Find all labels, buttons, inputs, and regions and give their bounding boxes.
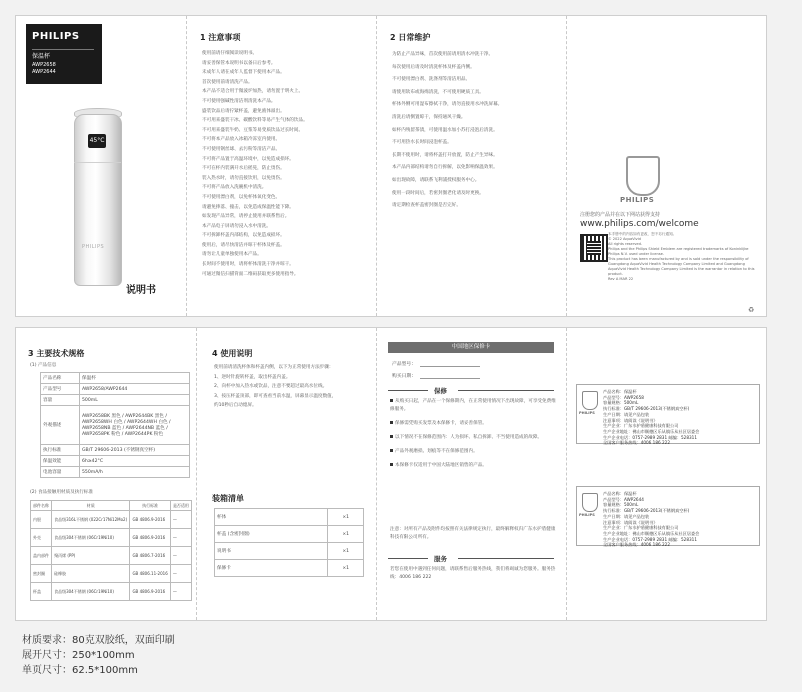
safety-line: 不可将本产品放入冰箱冷冻室内使用。 — [202, 137, 281, 143]
care-line: 为防止产品异味，首次使用前请用清水冲洗干净。 — [392, 52, 494, 57]
label-line: 生产企业：广东水护盾健康科技有限公司 — [603, 525, 679, 531]
safety-line: 不可用来盛装干冰、碳酸饮料等易产生气体的饮品。 — [202, 118, 308, 124]
fine-print — [608, 232, 758, 282]
brand-box — [26, 24, 102, 84]
care-line: 如杯内残留茶渍，可使用温水加小苏打浸泡后清洗。 — [392, 127, 498, 133]
label-line: 产品名称：保温杯 — [603, 389, 637, 394]
care-panel — [376, 16, 567, 316]
material-table — [30, 500, 192, 601]
product-label — [576, 384, 760, 444]
bullet-icon — [390, 449, 393, 452]
bullet-icon — [390, 435, 393, 438]
page-size: 单页尺寸：62.5*100mm — [22, 665, 138, 676]
usage-line: 1、逆时针旋转杯盖，取出杯盖内盖。 — [214, 374, 291, 380]
model-number: AWP2658 — [32, 62, 56, 68]
label-line: 产品型号：AWP2658 — [603, 394, 644, 400]
recycle-icon: ♻ — [748, 306, 755, 314]
divider — [458, 558, 554, 559]
safety-line: 装入热水时，请勿直接饮用，以免烫伤。 — [202, 175, 285, 181]
safety-line: 不可使用钢丝球、去污粉等清洁产品。 — [202, 146, 281, 152]
safety-line: 不可用来盛装牛奶、豆浆等易变质饮品过长时间。 — [202, 127, 304, 133]
label-line: 生产企业：广东水护盾健康科技有限公司 — [603, 423, 679, 429]
philips-shield-icon — [582, 493, 598, 512]
care-line: 不可使用漂白剂、洗涤剂等清洁用品。 — [392, 77, 471, 83]
bullet-icon — [390, 421, 393, 424]
usage-line: 使用前请清洗杯体和杯盖内侧，以下为正常使用方法步骤： — [214, 365, 334, 370]
brand-logo: PHILIPS — [620, 196, 655, 204]
table-row: 产品型号 AWP2658/AWP2644 — [41, 384, 190, 395]
safety-panel — [186, 16, 377, 316]
label-line: 产品名称：保温杯 — [603, 491, 637, 496]
label-line: 容量规格：500mL — [603, 502, 639, 508]
safety-line: 不可拆卸杯盖内部结构，以免造成损坏。 — [202, 233, 285, 239]
bottle-seam — [74, 162, 121, 163]
table-row: 外观描述 AWP2658BK 黑色 / AWP2644BK 黑色 / AWP2658WH 白色 / AWP2644WH 白色 / AWP2658NB 蓝色 / AWP2644NB 蓝色 / AWP2658PK 粉色 / AWP2644PK 粉色 — [41, 406, 190, 445]
safety-line: 盛装饮品后请拧紧杯盖，避免液体溢出。 — [202, 108, 285, 114]
care-line: 每次使用后请及时清洗杯体及杯盖内侧。 — [392, 64, 475, 70]
date-field[interactable] — [420, 378, 480, 379]
sub-title: (1) 产品信息 — [30, 363, 57, 368]
print-specs — [22, 633, 175, 678]
table-row: 保温效能 6h≥42°C — [41, 456, 190, 467]
fine-print-line: All rights reserved. — [608, 242, 642, 246]
safety-line: 使用前请仔细阅读说明书。 — [202, 51, 258, 56]
support-url[interactable]: www.philips.com/welcome — [580, 219, 699, 229]
table-row: 电池容量 550mA/h — [41, 467, 190, 478]
product-name: 保温杯 — [32, 53, 51, 60]
temperature-display: 45°C — [88, 134, 106, 148]
label-line: 生产企业电话：0757-2989 2831 邮编：528311 — [603, 434, 698, 440]
care-line: 清洗后请倒置晾干，保持通风干燥。 — [392, 114, 466, 120]
support-text: 注册您的产品并在以下网站获得支持 — [580, 212, 661, 218]
warranty-bullet: 以下情况不在保修范围内：人为损坏、私自拆卸、不当使用造成的故障。 — [390, 434, 556, 442]
safety-line: 不可将产品置于高温环境中，以免造成损坏。 — [202, 156, 294, 162]
label-line: 注意事项：请阅读《说明书》 — [603, 519, 658, 525]
sub-title: (2) 食品接触用材质及执行标准 — [30, 490, 94, 495]
label-line: 全国客户服务热线：4006 186 222 — [603, 542, 670, 548]
table-row: 容量 500mL — [41, 395, 190, 406]
usage-line: 3、按压杯盖顶部，即可查看当前水温，屏幕显示温度数值， — [214, 393, 337, 399]
safety-line: 本产品不适合用于微波炉加热，请勿置于明火上。 — [202, 89, 304, 95]
warranty-text — [390, 398, 556, 476]
material-spec: 材质要求：80克双胶纸，双面印刷 — [22, 635, 175, 646]
fine-print-line: © 2022 AquaVivid — [608, 237, 641, 241]
table-row: 外壳 食品级304不锈钢 (06Cr19Ni10) GB 4806.9-2016 — — [31, 529, 192, 547]
label-line: 生产企业电话：0757-2989 2831 邮编：528311 — [603, 536, 698, 542]
safety-line: 不可使用漂白剂，以免杯体氧化变色。 — [202, 194, 281, 200]
section-heading: 保修 — [434, 387, 447, 395]
bottle-brand: PHILIPS — [82, 244, 105, 250]
section-title: 1 注意事项 — [200, 33, 241, 42]
brand-logo: PHILIPS — [32, 31, 80, 42]
safety-line: 请勿让儿童单独使用本产品。 — [202, 252, 262, 258]
packing-table — [214, 508, 364, 577]
divider — [458, 390, 554, 391]
table-header-row: 部件名称 材质 执行标准 是否适用 — [31, 501, 192, 511]
label-line: 生产日期：请见产品包装 — [603, 513, 650, 519]
section-title: 2 日常维护 — [390, 33, 431, 42]
care-text — [392, 49, 502, 213]
label-line: 生产日期：请见产品包装 — [603, 411, 650, 417]
usage-line: 约10秒后自动熄屏。 — [214, 403, 257, 409]
specs-panel — [16, 328, 197, 620]
care-line: 请定期检查杯盖密封圈是否完好。 — [392, 203, 461, 209]
table-row: 杯盖 食品级304不锈钢 (06Cr19Ni10) GB 4806.9-2016 — — [31, 583, 192, 601]
table-row: 内胆 食品级316L不锈钢 (022Cr17Ni12Mo2) GB 4806.9-2016 — — [31, 511, 192, 529]
labels-panel — [566, 328, 766, 620]
brand-logo: PHILIPS — [579, 513, 595, 517]
sheet-front — [15, 15, 767, 317]
warranty-bullet: 从购买日起，产品在一个保修期内，在正常使用情况下出现故障，可享受免费维修服务。 — [390, 399, 556, 412]
label-line: 注意事项：请阅读《说明书》 — [603, 417, 658, 423]
label-line: 产品型号：AWP2644 — [603, 496, 644, 502]
section-title: 4 使用说明 — [212, 349, 253, 358]
care-line: 使用一段时间后，若密封圈老化请及时更换。 — [392, 190, 484, 196]
label-line: 执行标准：GB/T 29606-2013(不锈钢真空杯) — [603, 508, 690, 514]
fine-print-line: This product has been manufactured by and is sold under the responsibility of Guangdong AquaVivid Health Technology Company Limited and Guangdong AquaVivid Health Technology Company Limited is the warrantor in relation to this product. — [608, 257, 755, 276]
service-text: 若您在使用中遇到任何问题，请联系售后服务热线，我们将竭诚为您服务。服务热线：4006 186 222 — [390, 567, 556, 580]
section-heading: 服务 — [434, 555, 447, 563]
table-row: 产品名称 保温杯 — [41, 373, 190, 384]
table-row: 杯盖 (含密封圈) ×1 — [215, 526, 364, 543]
qr-code-icon — [580, 234, 608, 262]
unfolded-size: 展开尺寸：250*100mm — [22, 650, 135, 661]
table-row: 执行标准 GB/T 29606-2013 (不锈钢真空杯) — [41, 445, 190, 456]
bullet-icon — [390, 399, 393, 402]
warranty-note: 注意：对所有产品及附件均按照有关法律规定执行，最终解释权归广东水护盾健康科技有限公司所有。 — [390, 527, 556, 540]
warranty-bullet: 产品外观磨损、划痕等不在保修范围内。 — [390, 448, 556, 456]
product-label — [576, 486, 760, 546]
label-text — [603, 389, 699, 446]
bullet-icon — [390, 463, 393, 466]
label-line: 执行标准：GB/T 29606-2013(不锈钢真空杯) — [603, 406, 690, 412]
safety-line: 不可将产品放入洗碗机中清洗。 — [202, 185, 267, 191]
table-row: 说明书 ×1 — [215, 543, 364, 560]
care-line: 长期不使用时，请将杯盖打开放置，防止产生异味。 — [392, 152, 498, 158]
fine-print-line: 本手册中的内容如有更改，恕不另行通知。 — [608, 232, 677, 236]
section-title: 装箱清单 — [212, 494, 244, 503]
usage-text — [214, 363, 336, 411]
usage-line: 2、向杯中加入热水或饮品，注意不要超过最高水位线。 — [214, 384, 328, 390]
warranty-panel — [376, 328, 567, 620]
brand-logo: PHILIPS — [579, 411, 595, 415]
booklet-title: 说明书 — [126, 285, 156, 296]
warranty-bullet: 本保修卡仅适用于中国大陆地区销售的产品。 — [390, 462, 556, 470]
care-line: 不可用热水长时间浸泡杯盖。 — [392, 140, 452, 146]
divider — [32, 49, 94, 50]
safety-line: 首次使用前请清洗产品。 — [202, 79, 253, 85]
back-cover-panel — [566, 16, 766, 316]
table-row: 杯体 ×1 — [215, 509, 364, 526]
safety-line: 请妥善保管本说明书以备日后参考。 — [202, 60, 276, 66]
safety-line: 本产品电子屏请勿浸入水中清洗。 — [202, 223, 271, 229]
model-field-label: 产品型号： — [392, 362, 416, 367]
label-text — [603, 491, 699, 548]
table-row: 盖内部件 聚丙烯 (PP) GB 4806.7-2016 — — [31, 547, 192, 565]
warranty-title: 中国地区保修卡 — [388, 342, 554, 353]
usage-panel — [196, 328, 377, 620]
fine-print-line: Rev A MAR 22 — [608, 277, 634, 281]
safety-line: 请避免摔落、撞击，以免造成保温性能下降。 — [202, 204, 294, 210]
safety-line: 长时间不使用时，请将杯体清洗干净并晾干。 — [202, 262, 294, 268]
safety-line: 不可使用强碱性清洁剂清洗本产品。 — [202, 98, 276, 104]
model-field[interactable] — [420, 366, 480, 367]
warranty-bullet: 保修需凭购买发票及本保修卡，请妥善保管。 — [390, 420, 556, 428]
model-number: AWP2644 — [32, 69, 56, 75]
care-line: 本产品内部结构请勿自行拆解，以免影响保温效果。 — [392, 165, 498, 171]
care-line: 如出现故障，请联系飞利浦授权服务中心。 — [392, 177, 480, 183]
fine-print-line: Philips and the Philips Shield Emblem are registered trademarks of Koninklijke Philips N.V. used under license. — [608, 247, 749, 256]
care-line: 杯体外侧可用湿布擦拭干净，请勿直接用水冲洗屏幕。 — [392, 102, 503, 108]
label-line: 生产企业地址：佛山市顺德区乐从镇乐从社区居委会 — [603, 428, 700, 434]
sheet-back — [15, 327, 767, 621]
safety-line: 如发现产品异常，请停止使用并联系售后。 — [202, 214, 290, 220]
care-line: 请使用软布或海绵清洗，不可使用硬质工具。 — [392, 89, 484, 95]
label-line: 生产企业地址：佛山市顺德区乐从镇乐从社区居委会 — [603, 530, 700, 536]
divider — [388, 390, 428, 391]
divider — [388, 558, 428, 559]
table-row: 密封圈 硅橡胶 GB 4806.11-2016 — — [31, 565, 192, 583]
safety-text — [202, 49, 308, 279]
philips-shield-icon — [626, 156, 660, 196]
safety-line: 使用后，请尽快清洁并晾干杯体及杯盖。 — [202, 242, 285, 248]
cover-panel — [16, 16, 187, 316]
safety-line: 可通过微信扫描背面二维码获取更多使用指导。 — [202, 271, 299, 277]
table-row: 保修卡 ×1 — [215, 560, 364, 577]
safety-line: 未成年人请在成年人监督下使用本产品。 — [202, 70, 285, 76]
safety-line: 不可在杯内装满开水后摇晃，防止烫伤。 — [202, 166, 285, 172]
spec-table — [40, 372, 190, 478]
date-field-label: 购买日期： — [392, 374, 416, 379]
section-title: 3 主要技术规格 — [28, 349, 85, 358]
label-line: 全国客户服务热线：4006 186 222 — [603, 440, 670, 446]
label-line: 容量规格：500mL — [603, 400, 639, 406]
philips-shield-icon — [582, 391, 598, 410]
